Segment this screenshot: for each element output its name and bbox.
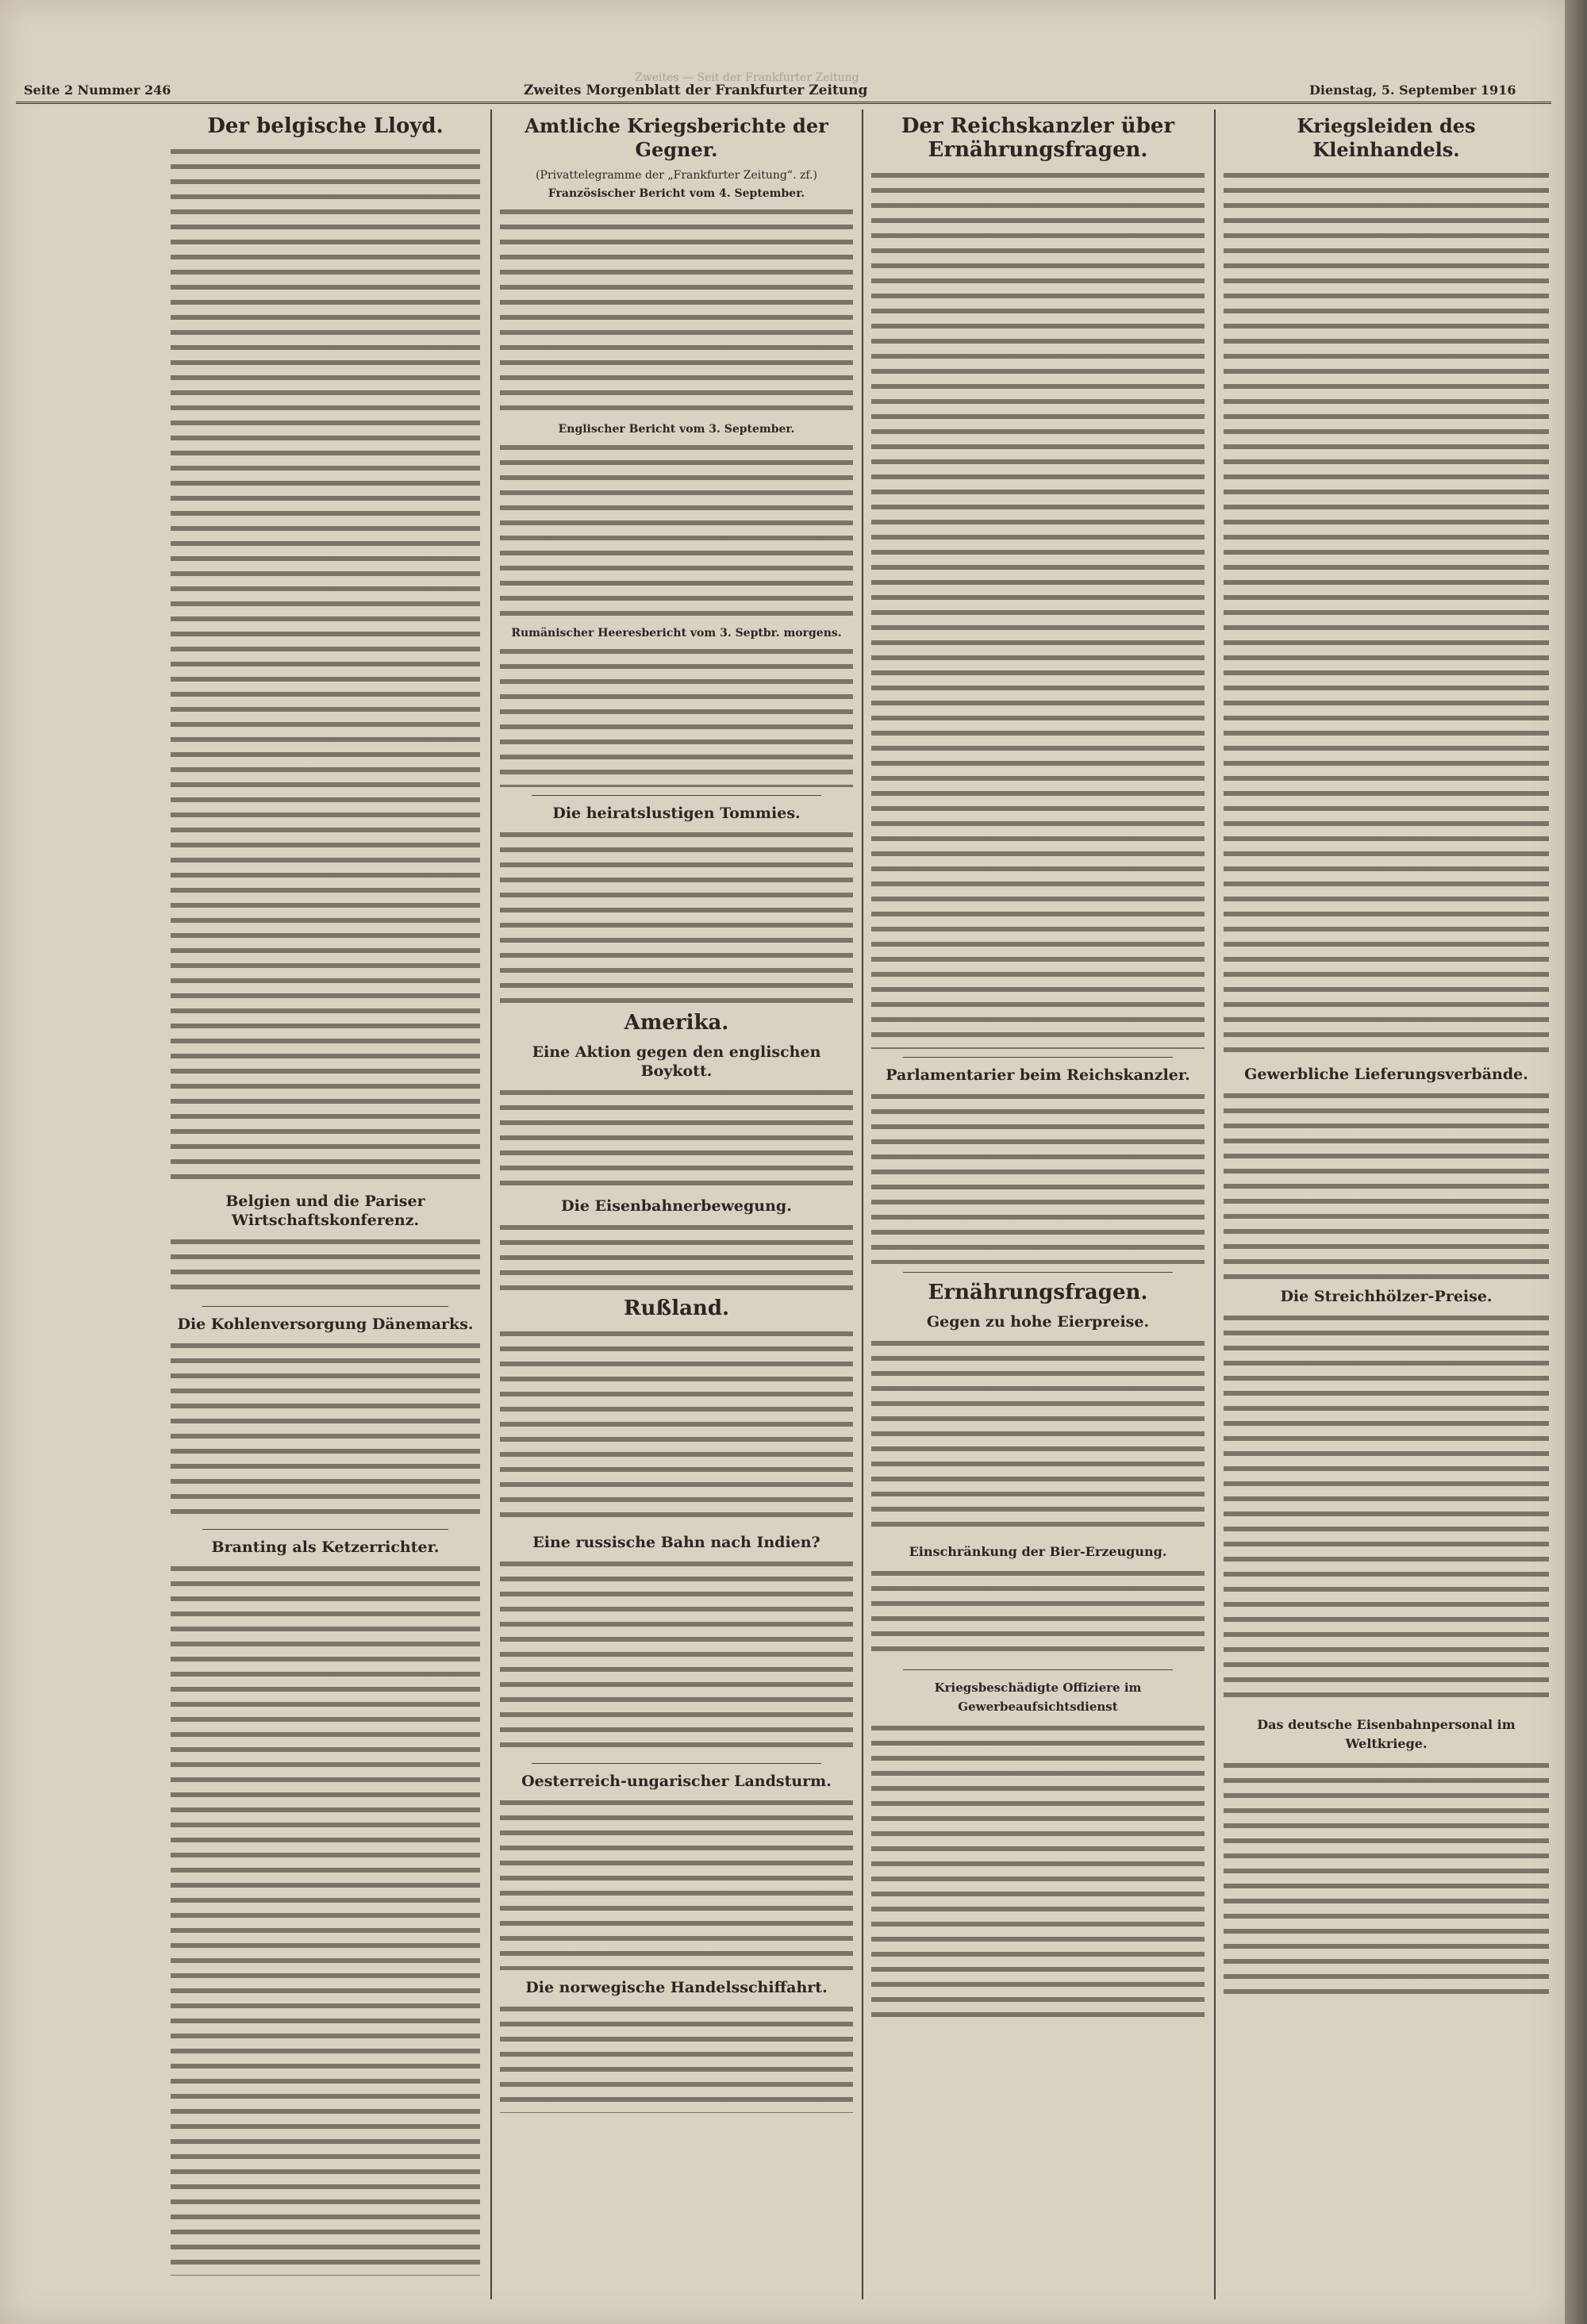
article-body — [171, 1561, 480, 2276]
article-headline: Die Streichhölzer-Preise. — [1280, 1288, 1493, 1305]
article-headline: Einschränkung der Bier-Erzeugung. — [909, 1544, 1167, 1559]
article-body — [171, 1235, 480, 1298]
article-headline: Eine russische Bahn nach Indien? — [532, 1534, 820, 1551]
separator — [532, 795, 821, 796]
column-rule — [490, 109, 492, 2299]
article-body — [1224, 1311, 1549, 1707]
article-source-line: (Privattelegramme der „Frankfurter Zeitung“. zf.) — [536, 169, 817, 182]
article-headline: Belgien und die Pariser Wirtschaftskonferenz. — [225, 1193, 425, 1229]
report-heading: Französischer Bericht vom 4. September. — [548, 187, 805, 200]
separator — [532, 1763, 821, 1764]
column-2 — [500, 109, 853, 2299]
header-masthead: Zweites Morgenblatt der Frankfurter Zeitung — [524, 83, 868, 98]
separator — [903, 1272, 1173, 1273]
article-body — [500, 1796, 853, 1970]
separator — [202, 1529, 448, 1530]
article-body — [1224, 168, 1549, 1057]
article-body — [171, 1339, 480, 1521]
article-headline: Gewerbliche Lieferungsverbände. — [1244, 1066, 1528, 1083]
column-rule — [862, 109, 863, 2299]
article-body — [500, 1557, 853, 1755]
article-body — [500, 205, 853, 419]
section-headline: Rußland. — [623, 1296, 730, 1320]
article-body — [500, 2002, 853, 2113]
article-body — [1224, 1089, 1549, 1279]
article-headline: Eine Aktion gegen den englischen Boykott. — [532, 1043, 821, 1080]
article-headline: Das deutsche Eisenbahnpersonal im Weltkriege. — [1257, 1717, 1516, 1751]
article-headline: Oesterreich-ungarischer Landsturm. — [521, 1773, 832, 1790]
column-3 — [871, 109, 1205, 2299]
article-headline: Kriegsleiden des Kleinhandels. — [1297, 114, 1476, 161]
show-through-text: Zweites — Seit der Frankfurter Zeitung — [635, 71, 859, 84]
article-headline: Gegen zu hohe Eierpreise. — [926, 1313, 1150, 1331]
section-headline: Amerika. — [624, 1011, 729, 1035]
page-edge — [1565, 0, 1587, 2324]
article-body — [871, 1566, 1205, 1661]
article-headline: Parlamentarier beim Reichskanzler. — [886, 1066, 1190, 1084]
report-heading: Rumänischer Heeresbericht vom 3. Septbr. morgens. — [511, 627, 842, 640]
page-header — [16, 79, 1551, 104]
column-rule — [1214, 109, 1216, 2299]
article-body — [500, 1220, 853, 1292]
article-headline: Kriegsbeschädigte Offiziere im Gewerbeaufsichtsdienst — [934, 1681, 1142, 1714]
article-headline: Amtliche Kriegsberichte der Gegner. — [525, 114, 828, 161]
section-headline: Ernährungsfragen. — [928, 1281, 1148, 1304]
article-body — [871, 1089, 1205, 1264]
column-1 — [171, 109, 480, 2299]
article-headline: Die Eisenbahnerbewegung. — [561, 1197, 792, 1215]
article-body — [500, 1085, 853, 1189]
report-heading: Englischer Bericht vom 3. September. — [558, 423, 795, 436]
header-page-number: Seite 2 Nummer 246 — [24, 83, 171, 98]
article-body — [500, 440, 853, 623]
article-body — [500, 1327, 853, 1525]
article-body — [871, 1721, 1205, 2022]
article-headline: Der belgische Lloyd. — [207, 114, 444, 138]
separator — [202, 1306, 448, 1307]
article-body — [871, 1336, 1205, 1535]
column-4 — [1224, 109, 1549, 2299]
article-body — [500, 644, 853, 787]
article-headline: Der Reichskanzler über Ernährungsfragen. — [901, 114, 1175, 162]
article-headline: Die norwegische Handelsschiffahrt. — [525, 1979, 828, 1996]
header-date: Dienstag, 5. September 1916 — [1309, 83, 1516, 98]
article-body — [500, 828, 853, 1006]
article-body — [871, 168, 1205, 1049]
article-headline: Branting als Ketzerrichter. — [211, 1538, 440, 1556]
article-headline: Die heiratslustigen Tommies. — [552, 805, 801, 822]
article-headline: Die Kohlenversorgung Dänemarks. — [177, 1316, 474, 1333]
article-body — [1224, 1758, 1549, 1996]
article-body — [171, 144, 480, 1184]
separator — [903, 1669, 1173, 1670]
separator — [903, 1057, 1173, 1058]
